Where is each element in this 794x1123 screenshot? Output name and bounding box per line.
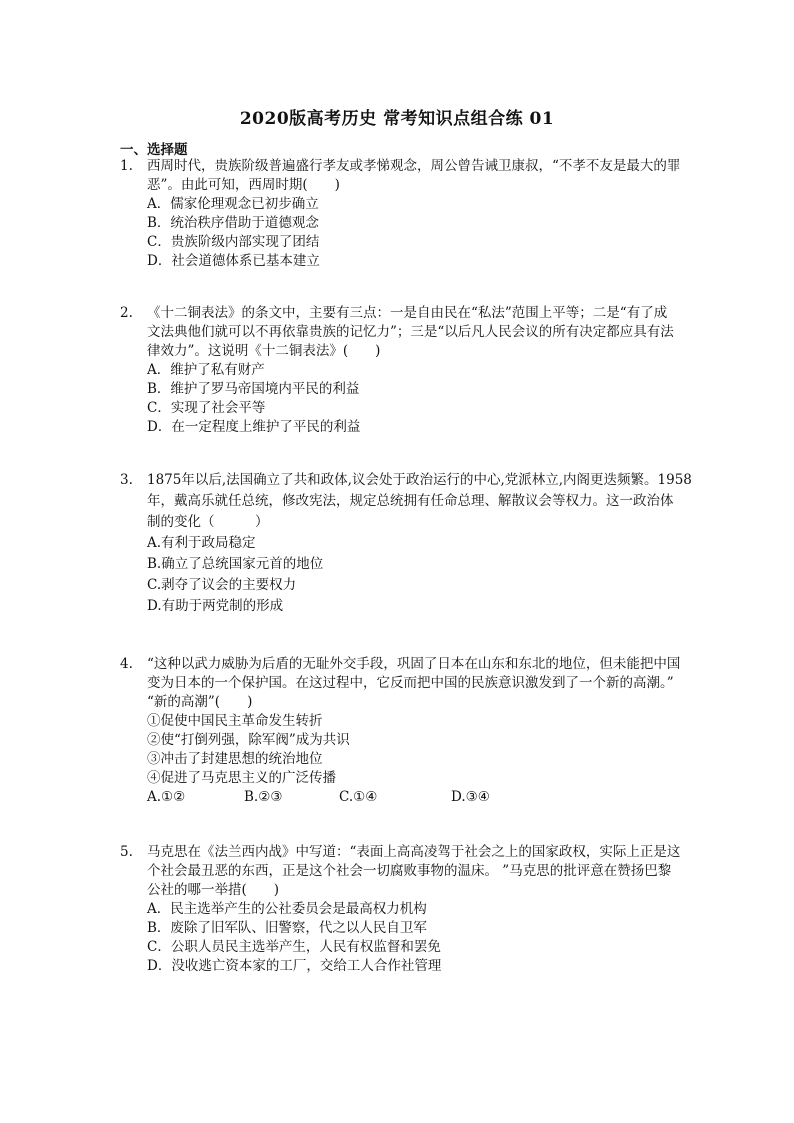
stem-line: 变为日本的一个保护国。在这过程中，它反而把中国的民族意识激发到了一个新的高潮。” bbox=[147, 675, 674, 691]
option-b: B．维护了罗马帝国境内平民的利益 bbox=[147, 381, 360, 397]
stem-line: 马克思在《法兰西内战》中写道：“表面上高高凌驾于社会之上的国家政权，实际上正是这 bbox=[147, 844, 681, 860]
statement-3: ③冲击了封建思想的统治地位 bbox=[147, 751, 323, 767]
question-3 bbox=[120, 470, 702, 617]
option-c: C.剥夺了议会的主要权力 bbox=[147, 577, 297, 593]
stem-line: 《十二铜表法》的条文中，主要有三点：一是自由民在“私法”范围上平等；二是“有了成 bbox=[147, 305, 668, 321]
question-4 bbox=[120, 655, 702, 807]
question-2 bbox=[120, 304, 702, 437]
statement-2: ②使“打倒列强，除军阀”成为共识 bbox=[147, 732, 350, 748]
option-c: C．公职人员民主选举产生，人民有权监督和罢免 bbox=[147, 939, 441, 955]
question-number: 3. bbox=[120, 472, 133, 488]
section-heading: 一、选择题 bbox=[120, 142, 188, 158]
stem-line: 个社会最丑恶的东西，正是这个社会一切腐败事物的温床。 ”马克思的批评意在赞扬巴黎 bbox=[147, 863, 672, 879]
option-c: C．实现了社会平等 bbox=[147, 400, 266, 416]
option-b: B．统治秩序借助于道德观念 bbox=[147, 215, 319, 231]
option-d: D.有助于两党制的形成 bbox=[147, 598, 284, 614]
question-1 bbox=[120, 157, 702, 271]
stem-line: 1875年以后,法国确立了共和政体,议会处于政治运行的中心,党派林立,内阁更迭频繁。1958 bbox=[147, 472, 692, 488]
stem-line: 年，戴高乐就任总统，修改宪法，规定总统拥有任命总理、解散议会等权力。这一政治体 bbox=[147, 493, 674, 509]
page-title: 2020版高考历史 常考知识点组合练 01 bbox=[239, 109, 555, 129]
stem-line: 西周时代，贵族阶级普遍盛行孝友或孝悌观念，周公曾告诫卫康叔，“不孝不友是最大的罪 bbox=[147, 158, 681, 174]
option-a: A．民主选举产生的公社委员会是最高权力机构 bbox=[147, 901, 427, 917]
option-b: B.确立了总统国家元首的地位 bbox=[147, 556, 324, 572]
option-a: A.有利于政局稳定 bbox=[147, 535, 256, 551]
question-stem bbox=[120, 157, 702, 195]
stem-line: 公社的哪一举措( ) bbox=[147, 882, 280, 898]
stem-line: 律效力”。这说明《十二铜表法》( ) bbox=[147, 343, 381, 359]
question-5 bbox=[120, 843, 702, 976]
option-d: D.③④ bbox=[451, 789, 490, 805]
question-number: 4. bbox=[120, 656, 133, 672]
question-number: 5. bbox=[120, 844, 133, 860]
question-number: 1. bbox=[120, 158, 133, 174]
question-stem bbox=[120, 843, 702, 900]
stem-line: “这种以武力威胁为后盾的无耻外交手段，巩固了日本在山东和东北的地位，但未能把中国 bbox=[147, 656, 681, 672]
option-d: D．在一定程度上维护了平民的利益 bbox=[147, 419, 361, 435]
option-b: B.②③ bbox=[244, 789, 283, 805]
question-stem bbox=[120, 470, 702, 533]
option-a: A．维护了私有财产 bbox=[147, 362, 265, 378]
option-c: C.①④ bbox=[339, 789, 378, 805]
option-a: A．儒家伦理观念已初步确立 bbox=[147, 196, 319, 212]
question-number: 2. bbox=[120, 305, 133, 321]
option-d: D．社会道德体系已基本建立 bbox=[147, 253, 320, 269]
answer-options-row bbox=[120, 788, 702, 807]
question-stem bbox=[120, 655, 702, 712]
question-stem bbox=[120, 304, 702, 361]
stem-line: 制的变化（ ） bbox=[147, 514, 269, 530]
option-d: D．没收逃亡资本家的工厂，交给工人合作社管理 bbox=[147, 958, 442, 974]
stem-line: 恶”。由此可知，西周时期( ) bbox=[147, 177, 340, 193]
stem-line: “新的高潮”( ) bbox=[147, 694, 253, 710]
option-a: A.①② bbox=[147, 789, 186, 805]
option-b: B．废除了旧军队、旧警察，代之以人民自卫军 bbox=[147, 920, 427, 936]
option-c: C．贵族阶级内部实现了团结 bbox=[147, 234, 320, 250]
statement-1: ①促使中国民主革命发生转折 bbox=[147, 713, 323, 729]
stem-line: 文法典他们就可以不再依靠贵族的记忆力”；三是“以后凡人民会议的所有决定都应具有法 bbox=[147, 324, 674, 340]
statement-4: ④促进了马克思主义的广泛传播 bbox=[147, 770, 336, 786]
